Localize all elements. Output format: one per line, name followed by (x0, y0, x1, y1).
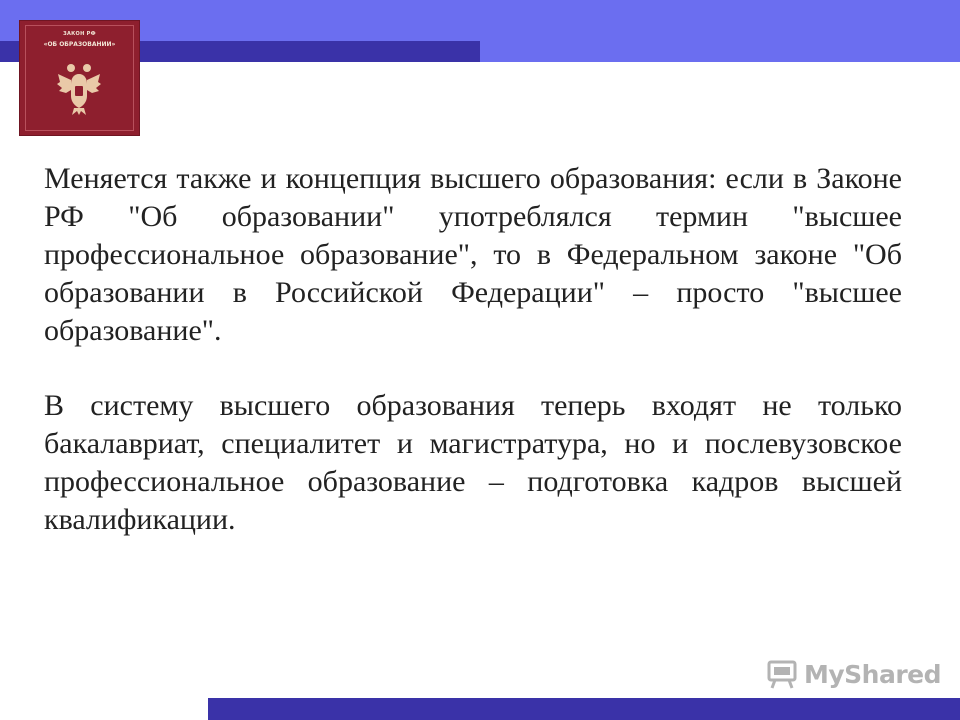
myshared-watermark (766, 656, 941, 692)
cover-title-line-2: «ОБ ОБРАЗОВАНИИ» (43, 41, 116, 48)
paragraph-1: Меняется также и концепция высшего образования: если в Законе РФ "Об образовании" употреблялся термин "высшее профессиональное образование", то в Федеральном законе "Об образовании в Российской Федерации" – просто "высшее образование". (44, 162, 902, 347)
cover-title-line-1: ЗАКОН РФ (63, 31, 96, 37)
watermark-text: MyShared (804, 659, 942, 689)
presentation-board-icon (766, 658, 798, 690)
law-book-cover-image (19, 20, 140, 136)
footer-band (208, 698, 960, 720)
double-headed-eagle-icon (56, 60, 102, 116)
slide-body (44, 160, 902, 539)
paragraph-2: В систему высшего образования теперь входят не только бакалавриат, специалитет и магистратура, но и послевузовское профессиональное образование – подготовка кадров высшей квалификации. (44, 389, 902, 536)
